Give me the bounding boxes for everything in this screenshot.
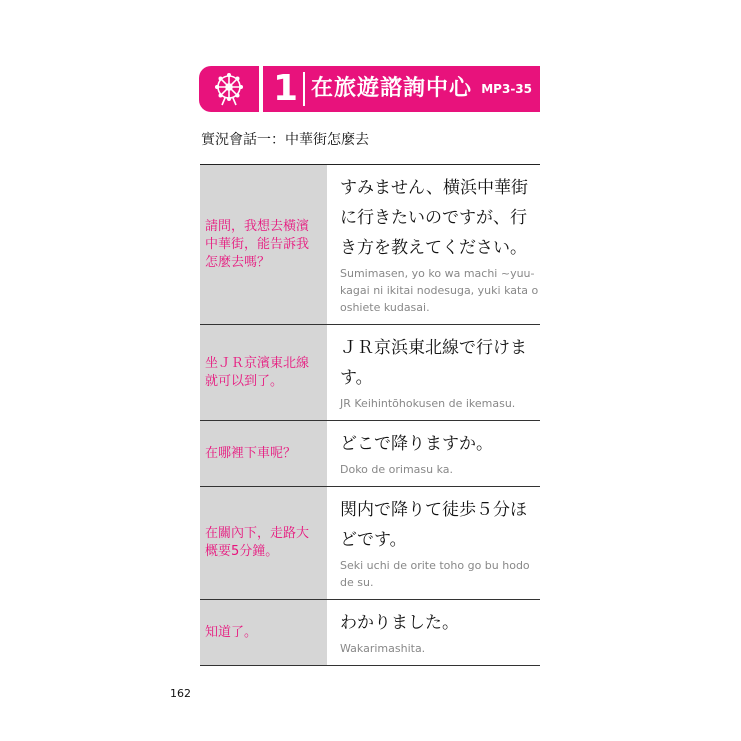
lesson-header bbox=[199, 66, 540, 112]
lesson-title-bar bbox=[263, 66, 540, 112]
dialog-row bbox=[200, 325, 540, 421]
dialog-row bbox=[200, 487, 540, 600]
romaji-line: Sumimasen, yo ko wa machi ~yuu-kagai ni ikitai nodesuga, yuki kata o oshiete kudasai. bbox=[340, 267, 539, 314]
ferris-wheel-icon bbox=[211, 71, 247, 107]
title-divider bbox=[303, 72, 305, 106]
chinese-line: 在關內下，走路大概要5分鐘。 bbox=[200, 487, 328, 600]
japanese-line: 関内で降りて徒歩５分ほどです。 bbox=[340, 500, 527, 550]
japanese-cell bbox=[328, 325, 541, 421]
chinese-line: 坐ＪＲ京濱東北線就可以到了。 bbox=[200, 325, 328, 421]
chinese-line: 在哪裡下車呢？ bbox=[200, 421, 328, 487]
dialog-subtitle: 實況會話一：中華街怎麼去 bbox=[201, 132, 369, 148]
japanese-line: どこで降りますか。 bbox=[340, 434, 493, 454]
romaji-line: Doko de orimasu ka. bbox=[340, 463, 454, 476]
page-number: 162 bbox=[170, 687, 191, 700]
romaji-line: Seki uchi de orite toho go bu hodo de su. bbox=[340, 559, 530, 589]
romaji-line: Wakarimashita. bbox=[340, 642, 426, 655]
dialog-row bbox=[200, 165, 540, 325]
japanese-line: ＪＲ京浜東北線で行けます。 bbox=[340, 338, 527, 388]
japanese-cell bbox=[328, 487, 541, 600]
audio-track-label: MP3-35 bbox=[481, 82, 532, 96]
japanese-line: わかりました。 bbox=[340, 613, 459, 633]
japanese-cell bbox=[328, 600, 541, 666]
ferris-wheel-icon-box bbox=[199, 66, 259, 112]
chinese-line: 請問，我想去橫濱中華街，能告訴我怎麼去嗎？ bbox=[200, 165, 328, 325]
lesson-number: 1 bbox=[273, 68, 299, 109]
japanese-line: すみません、横浜中華街に行きたいのですが、行き方を教えてください。 bbox=[340, 178, 529, 258]
dialog-table bbox=[200, 165, 540, 666]
dialog-row bbox=[200, 600, 540, 666]
japanese-cell bbox=[328, 421, 541, 487]
chinese-line: 知道了。 bbox=[200, 600, 328, 666]
dialog-row bbox=[200, 421, 540, 487]
lesson-title: 在旅遊諮詢中心 bbox=[311, 76, 473, 101]
japanese-cell bbox=[328, 165, 541, 325]
romaji-line: JR Keihintōhokusen de ikemasu. bbox=[340, 397, 516, 410]
